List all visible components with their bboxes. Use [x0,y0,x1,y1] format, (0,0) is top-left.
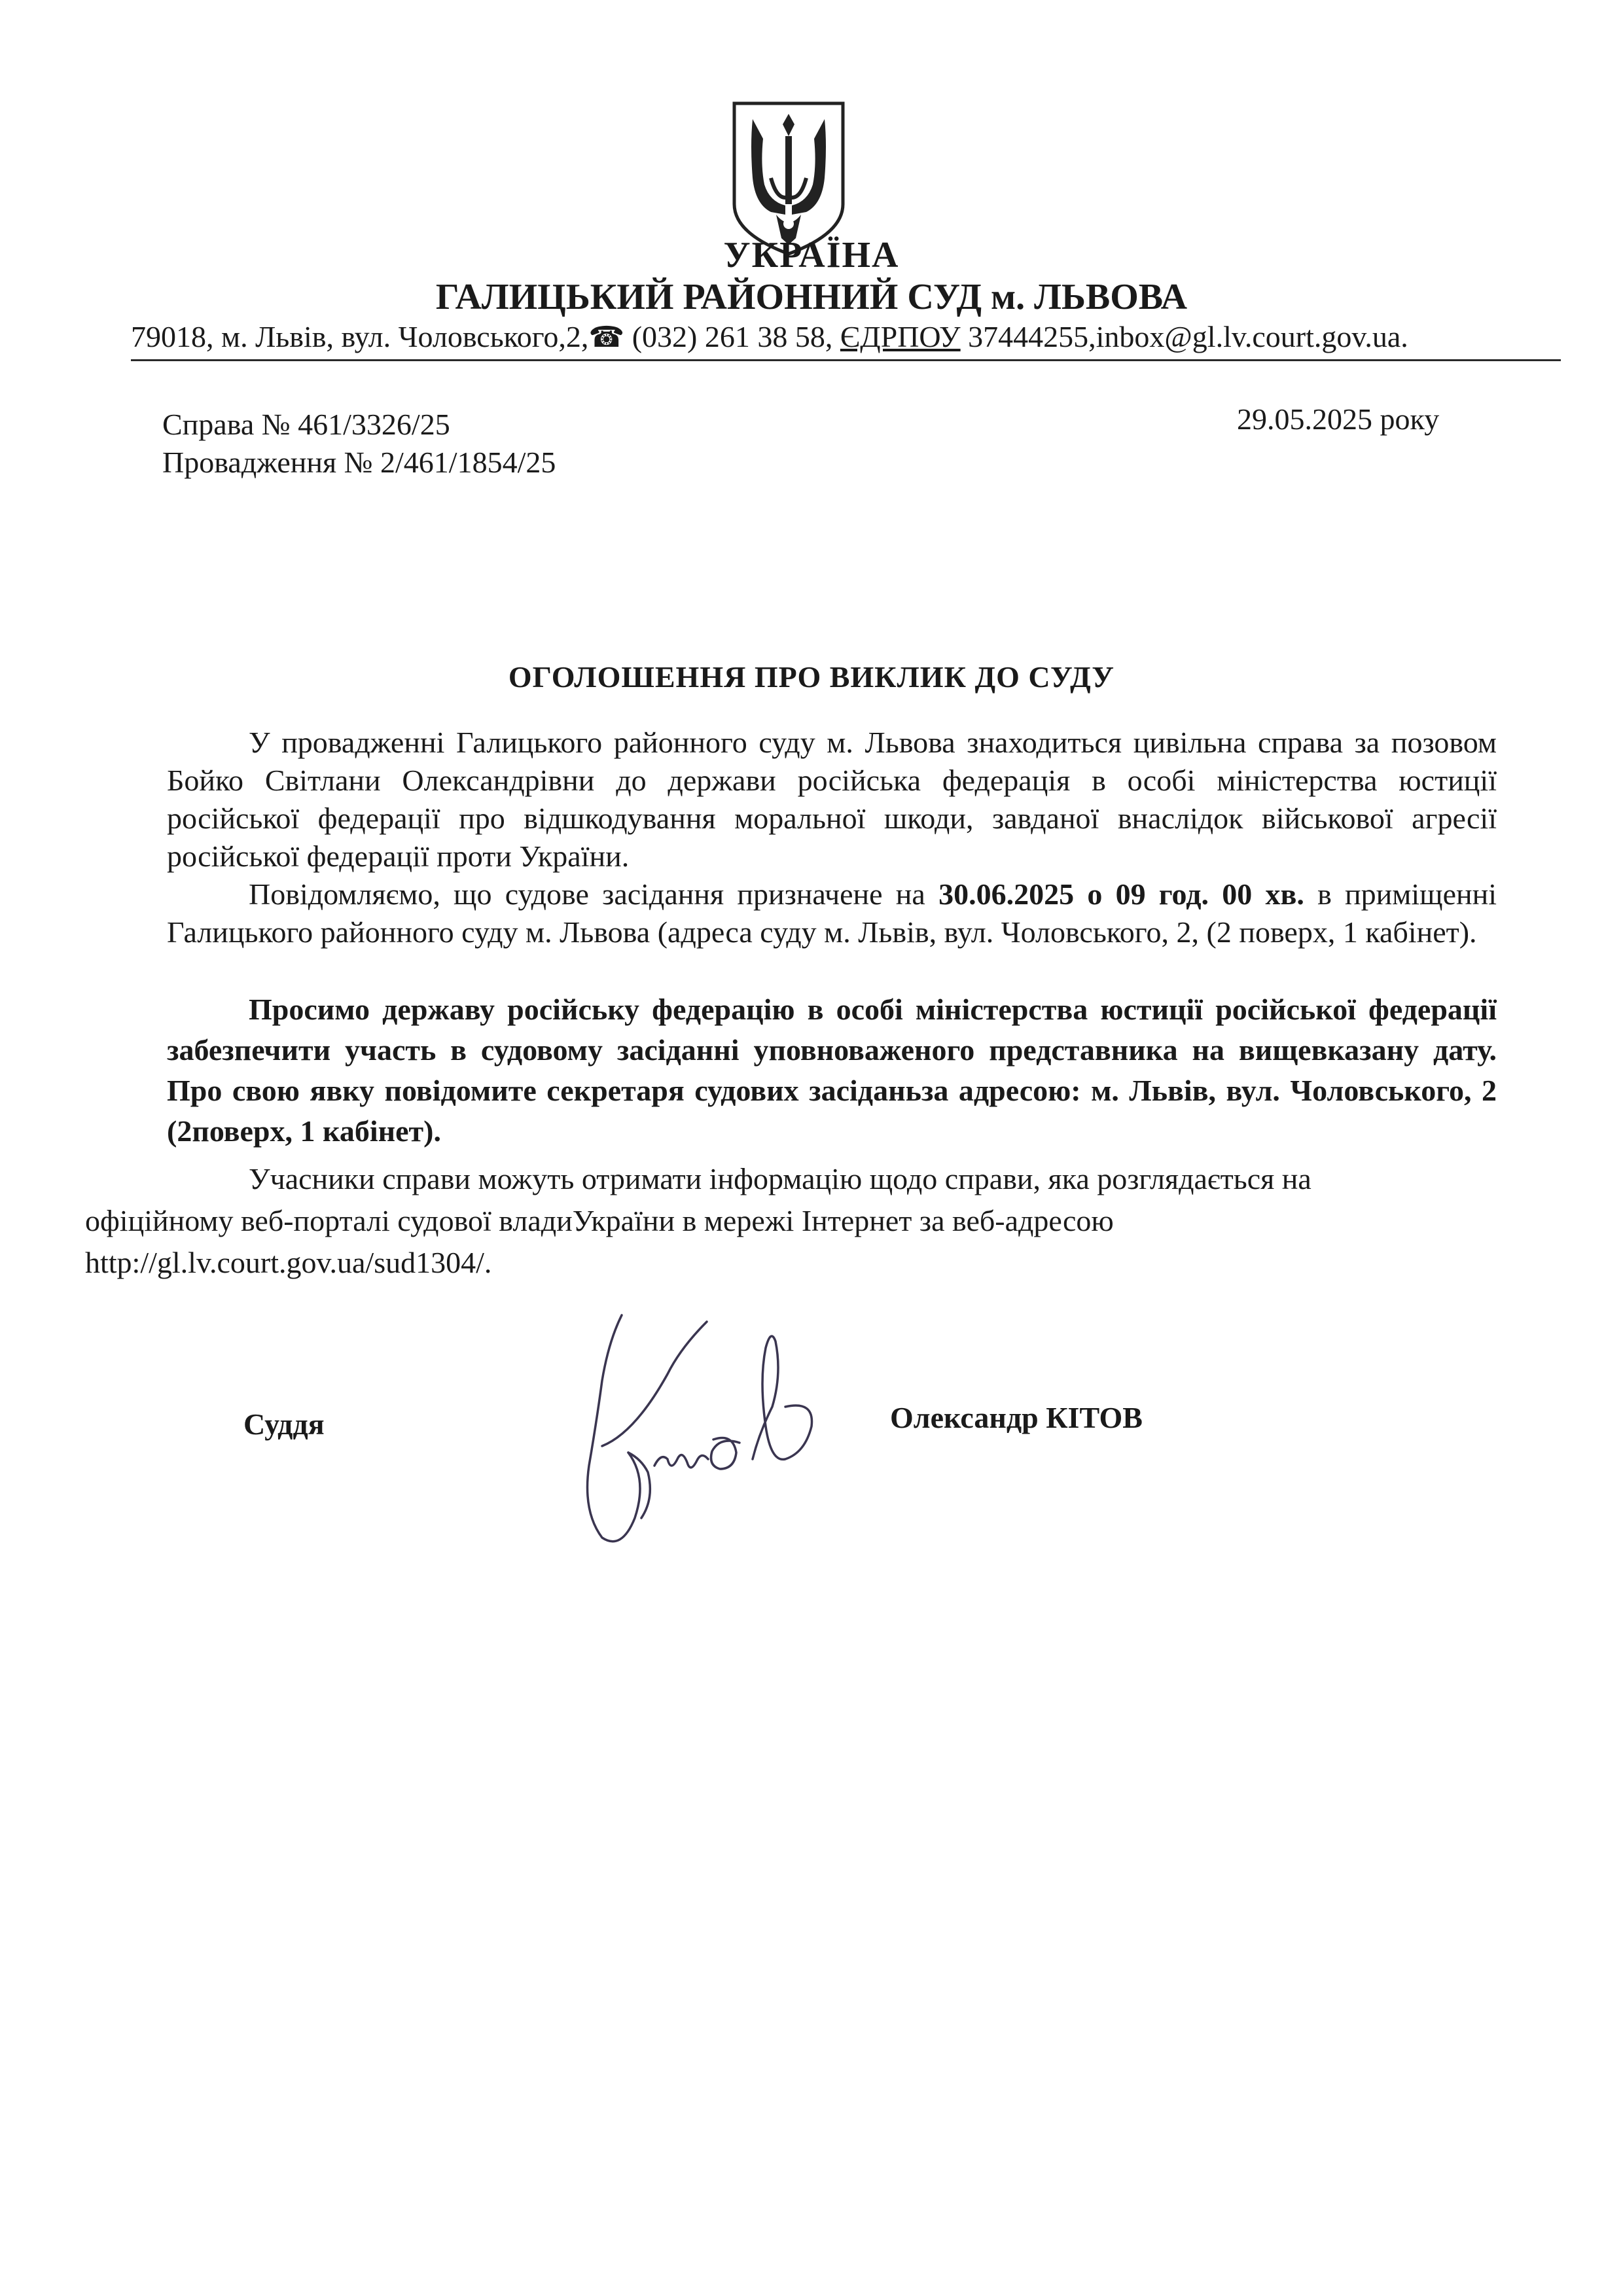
paragraph-hearing-notice [167,875,1497,951]
judge-name: Олександр КІТОВ [890,1401,1143,1434]
paragraph-case-description: У провадженні Галицького районного суду м. Львова знаходиться цивільна справа за позовом Бойко Світлани Олександрівни до держави російська федерація в особі міністерства юстиції російської федерації про відшкодування моральної шкоди, завданої внаслідок військової агресії російської федерації проти України. [167,726,1497,873]
document-title: ОГОЛОШЕННЯ ПРО ВИКЛИК ДО СУДУ [508,660,1115,694]
telephone-icon: ☎ [588,321,625,353]
document-date: 29.05.2025 року [1237,402,1440,436]
hearing-notice-intro: Повідомляємо, що судове засідання призначене на [249,877,939,911]
paragraph-request: Просимо державу російську федерацію в особі міністерства юстиції російської федерації забезпечити участь в судовому засіданні уповноваженого представника на вищевказану дату. Про свою явку повідомите секретаря судових засіданьза адресою: м. Львів, вул. Чоловського, 2 (2поверх, 1 кабінет). [167,993,1497,1148]
hearing-location: в приміщенні Галицького районного суду м. Львова (адреса суду м. Львів, вул. Чоловського, 2, (2 поверх, 1 кабінет). [167,877,1497,949]
header-divider [131,359,1561,361]
country-heading: УКРАЇНА [723,235,900,275]
portal-url: http://gl.lv.court.gov.ua/sud1304/. [85,1246,492,1279]
paragraph-info-portal [85,1158,1497,1284]
court-phone: (032) 261 38 58, [624,320,840,353]
info-line-1: Учасники справи можуть отримати інформацію щодо справи, яка розглядається на [249,1162,1311,1195]
court-address: 79018, м. Львів, вул. Чоловського,2, [131,320,589,353]
edrpou-and-email: 37444255,inbox@gl.lv.court.gov.ua. [960,320,1408,353]
info-line-2: офіційному веб-порталі судової владиУкраїни в мережі Інтернет за веб-адресою [85,1204,1114,1237]
handwritten-signature [563,1302,877,1577]
case-number: Справа № 461/3326/25 [162,408,450,441]
court-contact-line [131,319,1551,354]
judge-title: Суддя [243,1407,325,1441]
edrpou-label: ЄДРПОУ [840,320,961,353]
proceeding-number: Провадження № 2/461/1854/25 [162,446,556,479]
hearing-datetime: 30.06.2025 о 09 год. 00 хв. [938,877,1304,911]
court-heading: ГАЛИЦЬКИЙ РАЙОННИЙ СУД м. ЛЬВОВА [435,277,1188,317]
